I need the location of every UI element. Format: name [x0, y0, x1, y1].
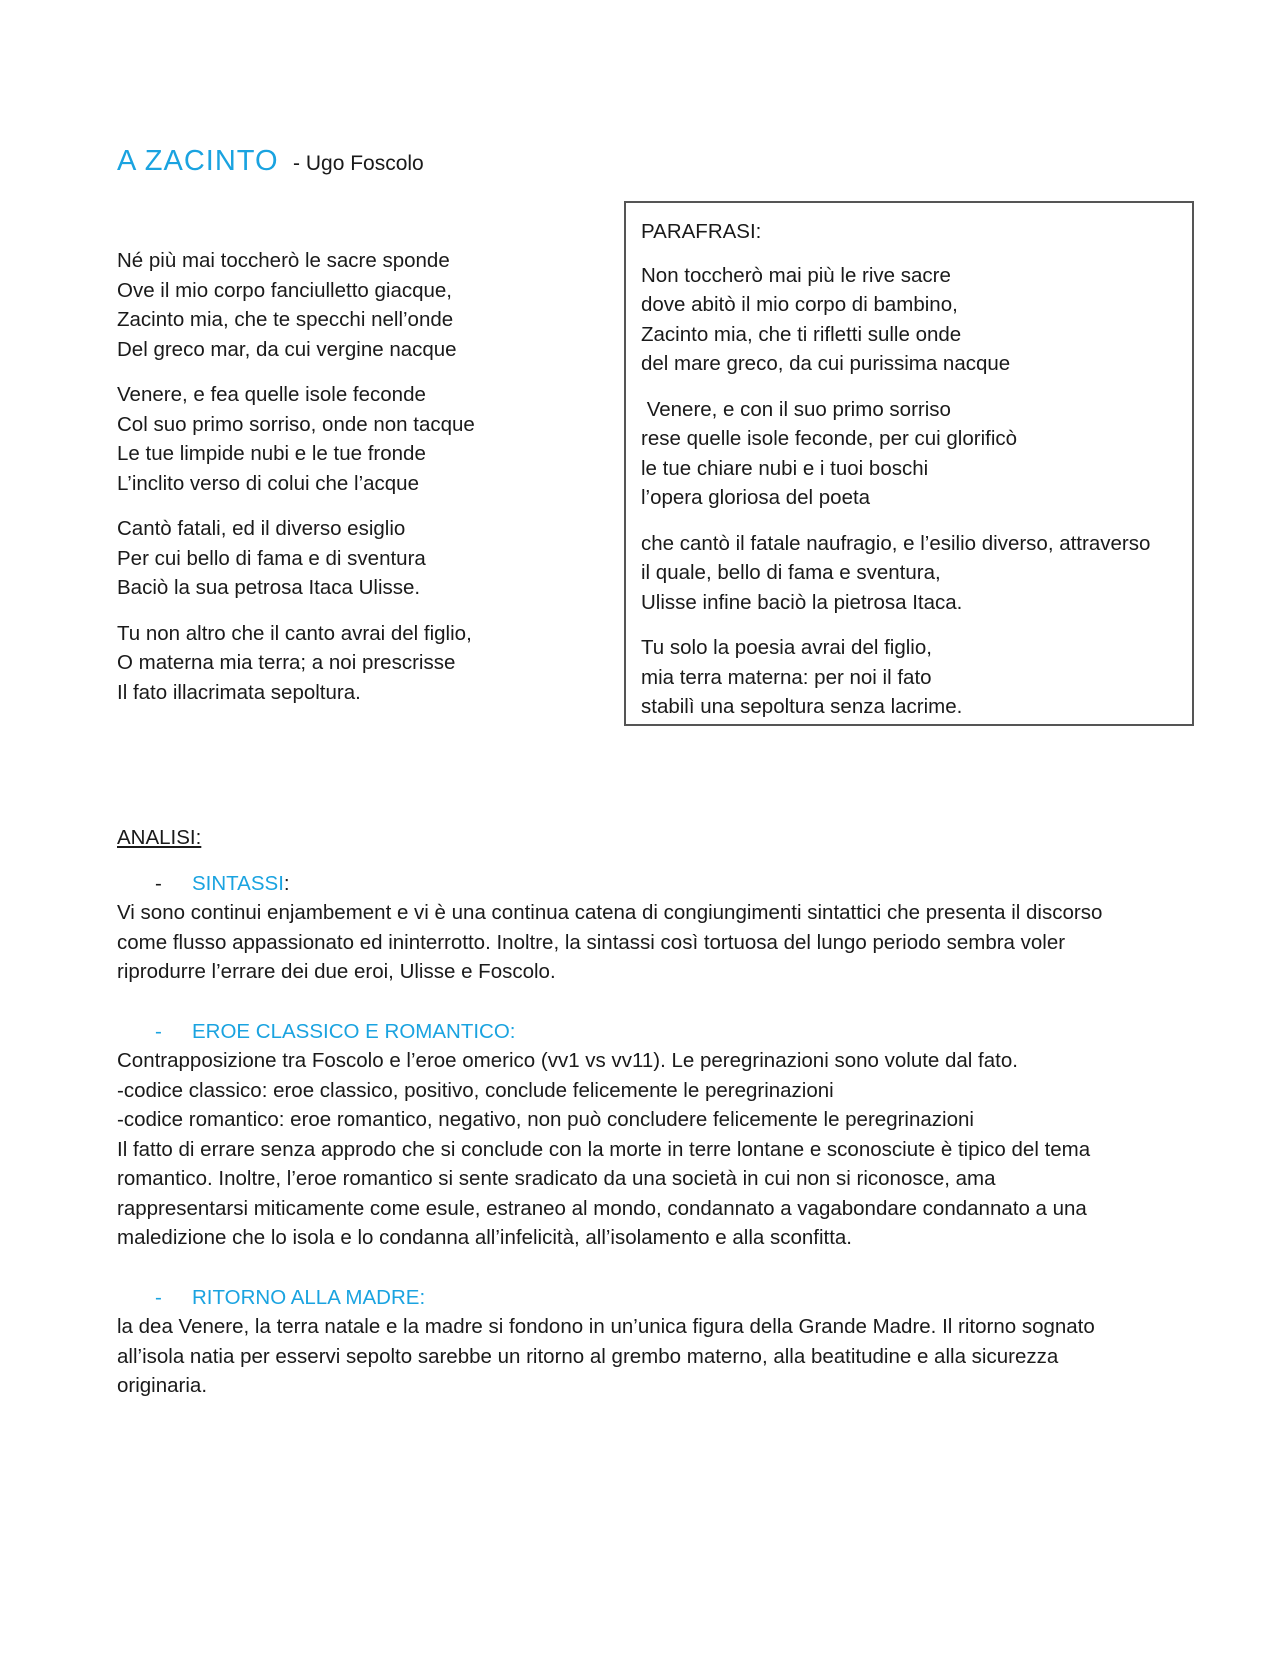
- parafrasi-stanza: [641, 261, 1177, 379]
- subsection-title: [117, 1017, 1177, 1047]
- paragraph-line: rappresentarsi miticamente come esule, estraneo al mondo, condannato a vagabondare condannato a una: [117, 1196, 1087, 1220]
- poem-line: Per cui bello di fama e di sventura: [117, 546, 426, 570]
- parafrasi-stanza: [641, 529, 1177, 618]
- analysis-subsection-ritorno: [117, 1283, 1177, 1401]
- subsection-label: RITORNO ALLA MADRE:: [192, 1285, 426, 1309]
- poem-line: Il fato illacrimata sepoltura.: [117, 680, 361, 704]
- poem-stanza: [117, 380, 577, 498]
- poem-line: Zacinto mia, che te specchi nell’onde: [117, 308, 454, 331]
- parafrasi-heading: PARAFRASI:: [641, 220, 762, 243]
- paragraph-line: riprodurre l’errare dei due eroi, Ulisse e Foscolo.: [117, 960, 556, 983]
- parafrasi-line: Zacinto mia, che ti rifletti sulle onde: [641, 322, 962, 346]
- title-line: [117, 145, 424, 178]
- parafrasi-line: mia terra materna: per noi il fato: [641, 665, 932, 689]
- parafrasi-stanza: [641, 633, 1177, 722]
- parafrasi-box: [624, 201, 1194, 726]
- poem-line: Ove il mio corpo fanciulletto giacque,: [117, 278, 453, 302]
- bullet-dash: -: [155, 1285, 162, 1309]
- analysis-section: [117, 823, 1177, 1431]
- poem-stanza: [117, 514, 577, 603]
- analysis-heading: ANALISI:: [117, 826, 202, 849]
- subsection-title: [117, 1283, 1177, 1313]
- paragraph-line: all’isola natia per esservi sepolto sarebbe un ritorno al grembo materno, alla beatitudine e alla sicurezza: [117, 1344, 1059, 1368]
- analysis-subsection-eroe: [117, 1017, 1177, 1253]
- parafrasi-line: Venere, e con il suo primo sorriso: [641, 397, 951, 421]
- poem-text: [117, 246, 577, 723]
- paragraph-line: Contrapposizione tra Foscolo e l’eroe omerico (vv1 vs vv11). Le peregrinazioni sono volute dal fato.: [117, 1049, 1018, 1072]
- poem-line: L’inclito verso di colui che l’acque: [117, 471, 419, 495]
- bullet-dash: -: [155, 871, 162, 895]
- paragraph-line: -codice classico: eroe classico, positivo, conclude felicemente le peregrinazioni: [117, 1078, 834, 1102]
- poem-line: Venere, e fea quelle isole feconde: [117, 383, 426, 406]
- bullet-dash: -: [155, 1019, 162, 1043]
- poem-line: O materna mia terra; a noi prescrisse: [117, 651, 456, 674]
- poem-line: Cantò fatali, ed il diverso esiglio: [117, 517, 406, 540]
- paragraph-line: come flusso appassionato ed ininterrotto. Inoltre, la sintassi così tortuosa del lungo periodo sembra voler: [117, 930, 1066, 954]
- parafrasi-line: Ulisse infine baciò la pietrosa Itaca.: [641, 590, 963, 614]
- paragraph-line: Il fatto di errare senza approdo che si conclude con la morte in terre lontane e sconosciute è tipico del tema: [117, 1137, 1091, 1161]
- page-title: A ZACINTO: [117, 145, 279, 177]
- parafrasi-line: l’opera gloriosa del poeta: [641, 486, 871, 509]
- paragraph-line: la dea Venere, la terra natale e la madre si fondono in un’unica figura della Grande Madre. Il ritorno sognato: [117, 1315, 1095, 1338]
- subsection-title: [117, 869, 1177, 899]
- paragraph-line: originaria.: [117, 1374, 208, 1397]
- parafrasi-line: stabilì una sepoltura senza lacrime.: [641, 695, 963, 718]
- poem-line: Tu non altro che il canto avrai del figlio,: [117, 621, 472, 645]
- author-name: - Ugo Foscolo: [293, 152, 424, 175]
- parafrasi-line: il quale, bello di fama e sventura,: [641, 561, 941, 584]
- poem-stanza: [117, 246, 577, 364]
- poem-line: Baciò la sua petrosa Itaca Ulisse.: [117, 576, 421, 599]
- poem-line: Del greco mar, da cui vergine nacque: [117, 337, 457, 361]
- analysis-subsection-sintassi: [117, 869, 1177, 987]
- subsection-label: EROE CLASSICO E ROMANTICO:: [192, 1019, 516, 1043]
- paragraph-line: romantico. Inoltre, l’eroe romantico si sente sradicato da una società in cui non si riconosce, ama: [117, 1167, 996, 1190]
- paragraph-line: maledizione che lo isola e lo condanna all’infelicità, all’isolamento e alla sconfitta.: [117, 1226, 853, 1249]
- parafrasi-line: Non toccherò mai più le rive sacre: [641, 263, 951, 287]
- parafrasi-line: che cantò il fatale naufragio, e l’esilio diverso, attraverso: [641, 531, 1151, 555]
- paragraph-line: Vi sono continui enjambement e vi è una continua catena di congiungimenti sintattici che presenta il discorso: [117, 901, 1103, 924]
- poem-line: Né più mai toccherò le sacre sponde: [117, 249, 450, 272]
- parafrasi-line: le tue chiare nubi e i tuoi boschi: [641, 456, 929, 480]
- parafrasi-line: Tu solo la poesia avrai del figlio,: [641, 636, 932, 659]
- poem-line: Col suo primo sorriso, onde non tacque: [117, 412, 475, 436]
- paragraph-line: -codice romantico: eroe romantico, negativo, non può concludere felicemente le peregrinazioni: [117, 1108, 974, 1131]
- subsection-colon: :: [283, 871, 290, 895]
- parafrasi-line: rese quelle isole feconde, per cui glorificò: [641, 427, 1018, 450]
- parafrasi-line: del mare greco, da cui purissima nacque: [641, 352, 1011, 375]
- subsection-label: SINTASSI: [192, 871, 284, 895]
- poem-stanza: [117, 619, 577, 708]
- parafrasi-stanza: [641, 395, 1177, 513]
- poem-line: Le tue limpide nubi e le tue fronde: [117, 442, 426, 465]
- parafrasi-line: dove abitò il mio corpo di bambino,: [641, 293, 958, 316]
